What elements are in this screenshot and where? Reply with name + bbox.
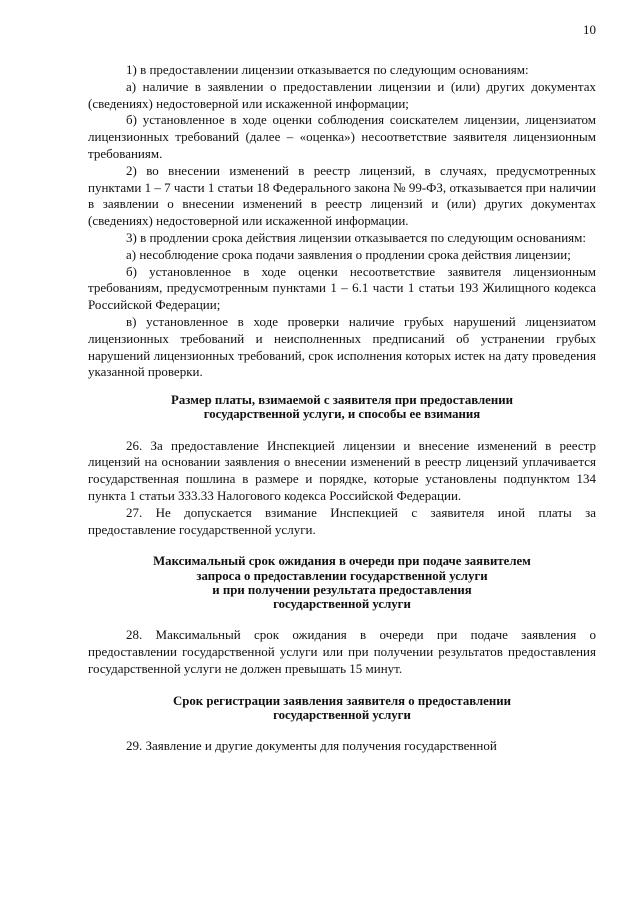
paragraph: 2) во внесении изменений в реестр лицензий, в случаях, предусмотренных пунктами 1 – 7 части 1 статьи 18 Федерального закона № 99-ФЗ, отказывается при наличии в заявлении о внесении изменений в реестр лицензий и (или) других документах (сведениях) недостоверной или искаженной информации. (88, 162, 596, 229)
section-heading (88, 554, 596, 611)
page-number: 10 (583, 22, 596, 37)
paragraph: 28. Максимальный срок ожидания в очереди при подаче заявления о предоставлении государственной услуги или при получении результатов предоставления государственной услуги не должен превышать 15 минут. (88, 627, 596, 676)
paragraph: 3) в продлении срока действия лицензии отказывается по следующим основаниям: (126, 229, 586, 245)
paragraph: а) несоблюдение срока подачи заявления о продлении срока действия лицензии; (126, 246, 571, 262)
heading-line: Срок регистрации заявления заявителя о предоставлении (173, 693, 511, 708)
heading-line: государственной услуги (273, 596, 411, 611)
document-body (88, 62, 596, 755)
paragraph: 29. Заявление и другие документы для получения государственной (126, 737, 497, 753)
paragraph: 1) в предоставлении лицензии отказывается по следующим основаниям: (126, 62, 529, 77)
heading-line: государственной услуги (273, 707, 411, 722)
heading-line: Максимальный срок ожидания в очереди при подаче заявителем (153, 554, 531, 569)
paragraph: а) наличие в заявлении о предоставлении лицензии и (или) других документах (сведениях) недостоверной или искаженной информации; (88, 78, 596, 111)
paragraph: в) установленное в ходе проверки наличие грубых нарушений лицензиатом лицензионных требований и неисполненных предписаний об устранении грубых нарушений лицензионных требований, срок исполнения которых истек на дату проведения указанной проверки. (88, 313, 596, 380)
paragraph: б) установленное в ходе оценки несоответствие заявителя лицензионным требованиям, предусмотренным пунктами 1 – 6.1 части 1 статьи 193 Жилищного кодекса Российской Федерации; (88, 263, 596, 313)
heading-line: запроса о предоставлении государственной услуги (196, 568, 488, 583)
paragraph: 27. Не допускается взимание Инспекцией с заявителя иной платы за предоставление государственной услуги. (88, 504, 596, 537)
section-heading (88, 393, 596, 421)
heading-line: и при получении результата предоставления (212, 582, 472, 597)
section-heading (88, 694, 596, 722)
paragraph: 26. За предоставление Инспекцией лицензии и внесение изменений в реестр лицензий на основании заявления о внесении изменений в реестр лицензий уплачивается государственная пошлина в размере и порядке, которые установлены подпунктом 134 пункта 1 статьи 333.33 Налогового кодекса Российской Федерации. (88, 437, 596, 503)
paragraph: б) установленное в ходе оценки соблюдения соискателем лицензии, лицензиатом лицензионных требований (далее – «оценка») несоответствие заявителя лицензионным требованиям. (88, 112, 596, 161)
heading-line: государственной услуги, и способы ее взимания (203, 407, 481, 422)
heading-line: Размер платы, взимаемой с заявителя при предоставлении (171, 393, 513, 408)
